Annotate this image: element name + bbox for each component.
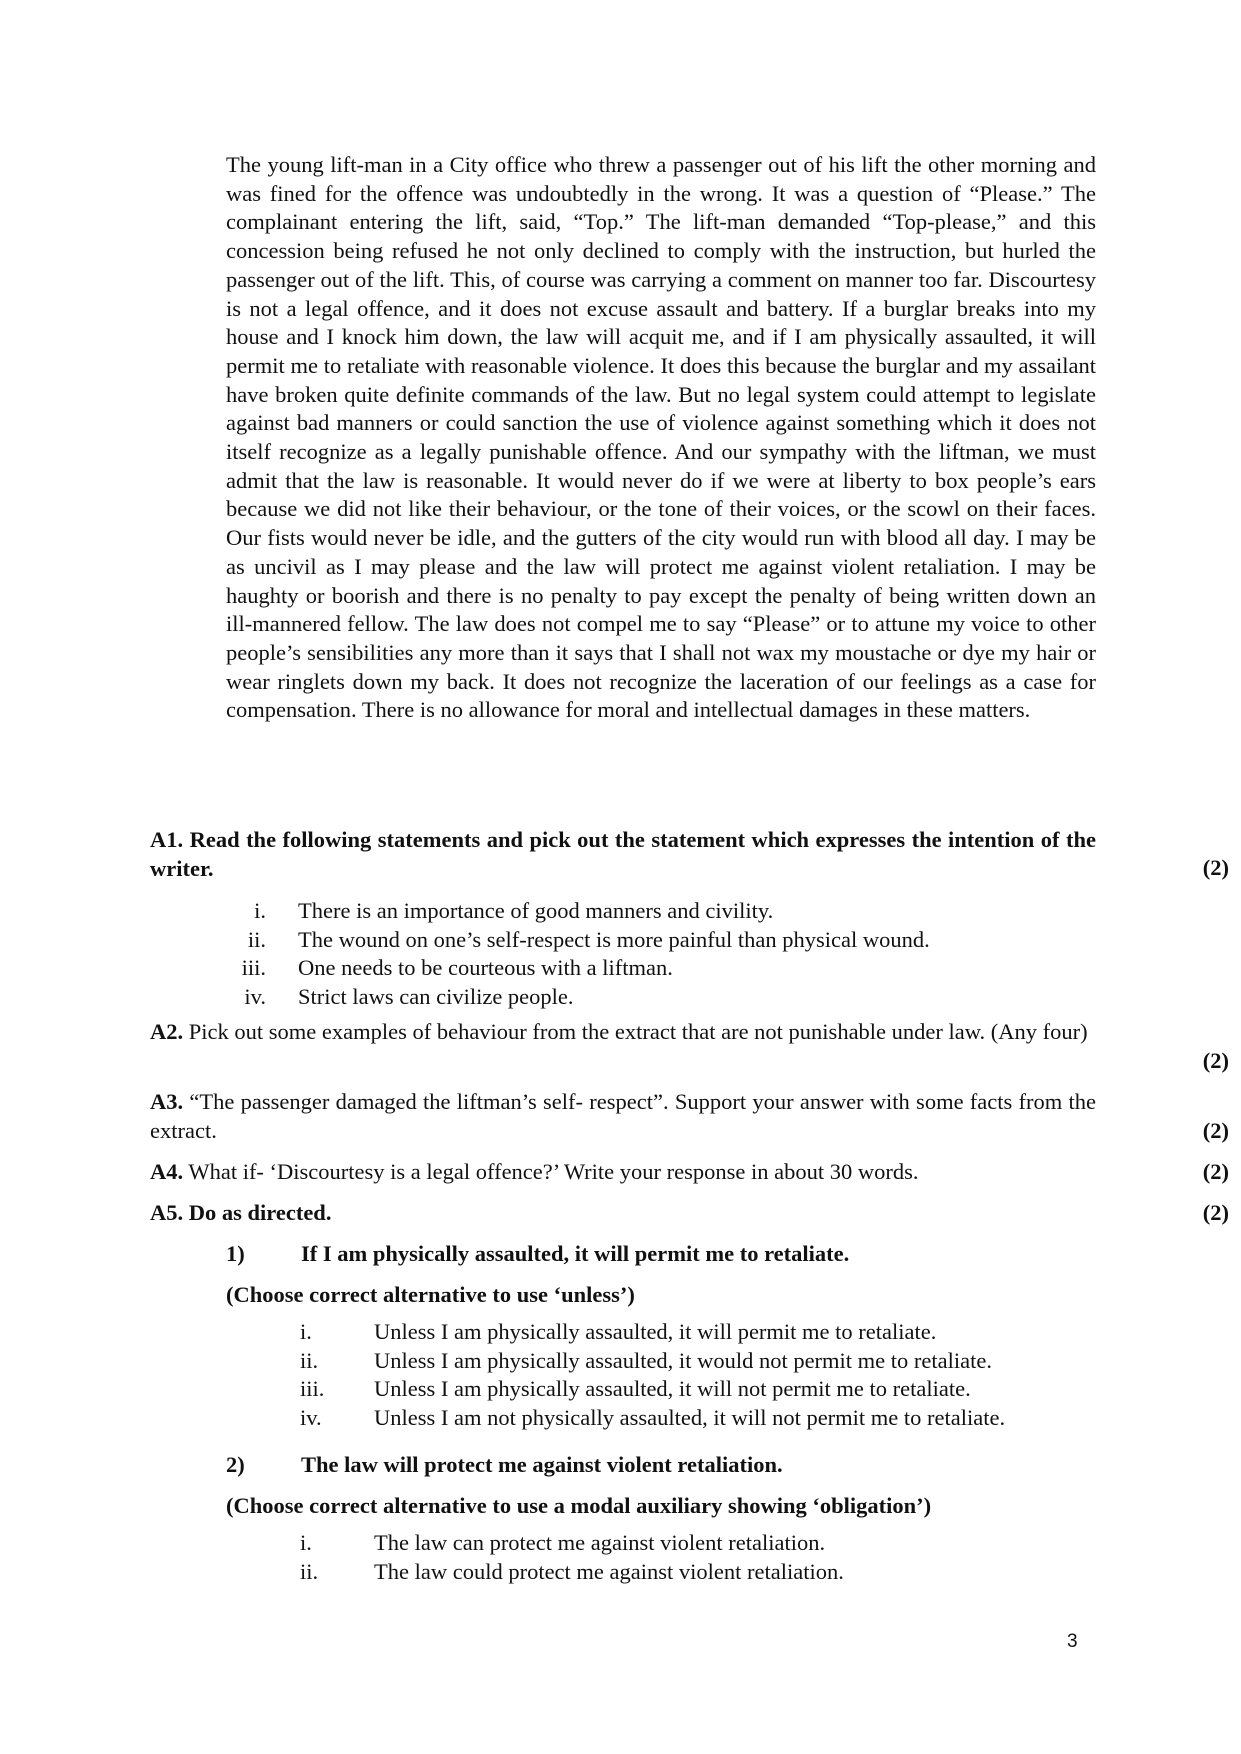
a5-q1-text: If I am physically assaulted, it will permit me to retaliate. [301,1241,850,1266]
question-a1-marks: (2) [1202,855,1229,880]
question-a2 [150,1018,1096,1047]
question-a2-text: Pick out some examples of behaviour from the extract that are not punishable under law. (Any four) [188,1019,1088,1044]
question-a5-text: A5. Do as directed. [150,1200,332,1225]
question-a4 [150,1158,1096,1187]
question-a4-marks: (2) [1202,1159,1229,1184]
a5-q1-instruction: (Choose correct alternative to use ‘unless’) [226,1282,635,1307]
a5-q1-number: 1) [226,1241,245,1266]
question-a3-label: A3. [150,1089,184,1114]
a5-q2-number: 2) [226,1452,245,1477]
passage-text: The young lift-man in a City office who threw a passenger out of his lift the other morning and was fined for the offence was undoubtedly in the wrong. It was a question of “Please.” The complainant entering the lift, said, “Top.” The lift-man demanded “Top-please,” and this concession being refused he not only declined to comply with the instruction, but hurled the passenger out of the lift. This, of course was carrying a comment on manner too far. Discourtesy is not a legal offence, and it does not excuse assault and battery. If a burglar breaks into my house and I knock him down, the law will acquit me, and if I am physically assaulted, it will permit me to retaliate with reasonable violence. It does this because the burglar and my assailant have broken quite definite commands of the law. But no legal system could attempt to legislate against bad manners or could sanction the use of violence against something which it does not itself recognize as a legally punishable offence. And our sympathy with the liftman, we must admit that the law is reasonable. It would never do if we were at liberty to box people’s ears because we did not like their behaviour, or the tone of their voices, or the scowl on their faces. Our fists would never be idle, and the gutters of the city would run with blood all day. I may be as uncivil as I may please and the law will protect me against violent retaliation. I may be haughty or boorish and there is no penalty to pay except the penalty of being written down an ill-mannered fellow. The law does not compel me to say “Please” or to attune my voice to other people’s sensibilities any more than it says that I shall not wax my moustache or dye my hair or wear ringlets down my back. It does not recognize the laceration of our feelings as a case for compensation. There is no allowance for moral and intellectual damages in these matters. [226,152,1096,723]
a5-q1 [226,1240,849,1269]
question-a2-marks: (2) [1202,1048,1229,1073]
question-a1-text: A1. Read the following statements and pick out the statement which expresses the intention of the writer. [150,827,1096,881]
question-a3 [150,1088,1096,1145]
page-number: 3 [1067,1631,1078,1652]
question-a4-label: A4. [150,1159,184,1184]
question-a3-text: “The passenger damaged the liftman’s self- respect”. Support your answer with some facts from the extract. [150,1089,1097,1143]
a5-q2 [226,1451,783,1480]
question-a2-label: A2. [150,1019,184,1044]
a5-q2-instruction: (Choose correct alternative to use a modal auxiliary showing ‘obligation’) [226,1493,932,1518]
question-a3-marks: (2) [1202,1118,1229,1143]
a5-q2-text: The law will protect me against violent retaliation. [301,1452,783,1477]
question-a5 [150,1199,1096,1228]
question-a1 [150,826,1096,883]
question-a4-text: What if- ‘Discourtesy is a legal offence?’ Write your response in about 30 words. [188,1159,919,1184]
question-a5-marks: (2) [1202,1200,1229,1225]
